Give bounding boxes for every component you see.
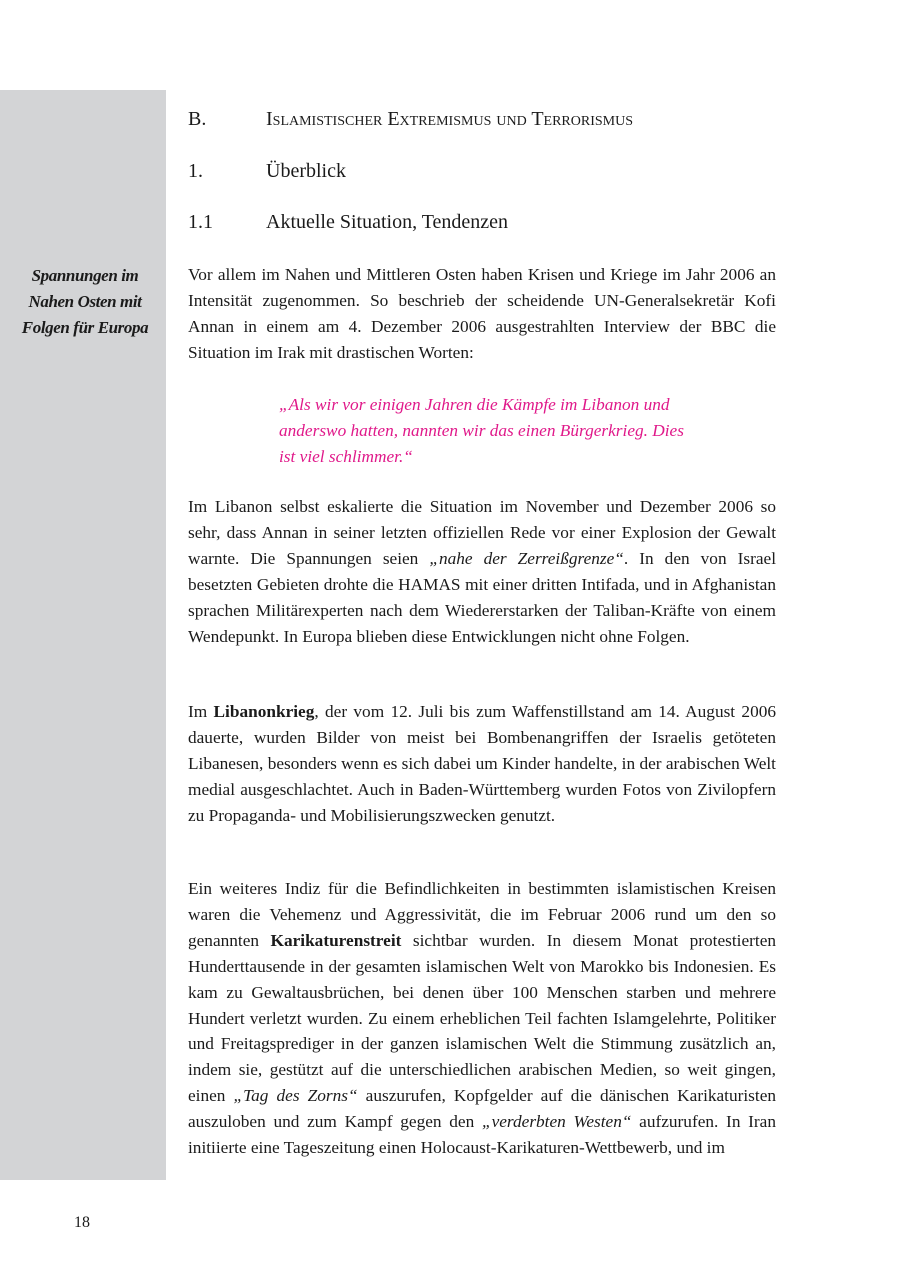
heading-number: 1.1 [188,211,213,233]
text-run: Im [188,702,214,721]
annan-quote: „Als wir vor einigen Jahren die Kämpfe im Libanon und anderswo hatten, nannten wir das einen Bürgerkrieg. Dies ist viel schlimmer.“ [279,395,684,466]
paragraph-cartoon-dispute [188,876,776,1161]
margin-note-line: Nahen Osten mit [28,292,142,311]
margin-note-line: Spannungen im [31,266,139,285]
text-run: . In den von Israel besetzten Gebieten drohte die HAMAS mit einer dritten Intifada, und in Afghanistan sprachen Militärexperten nach dem Wiedererstarken der Taliban-Kräfte von einem Wendepunkt. In Europa blieben diese Entwicklungen nicht ohne Folgen. [188,548,776,646]
heading-title: Islamistischer Extremismus und Terrorismus [266,108,634,130]
keyword-libanonkrieg: Libanonkrieg [213,702,315,721]
margin-note-line: Folgen für Europa [21,318,149,337]
emphasis-quote: „Tag des Zorns“ [233,1086,358,1106]
keyword-karikaturenstreit: Karikaturenstreit [270,930,402,950]
text-run: sichtbar wurden. In diesem Monat protestierten Hunderttausende in der gesamten islamischen Welt von Marokko bis Indonesien. Es kam zu Gewaltausbrüchen, bei denen über 100 Menschen starben und mehrere Hundert verletzt wurden. Zu einem erheblichen Teil fachten Islamgelehrte, Politiker und Freitagsprediger in der ganzen islamischen Welt die Stimmung zusätzlich an, indem sie, gestützt auf die unterschiedlichen arabischen Medien, so weit gingen, einen [188,930,777,1106]
heading-title: Aktuelle Situation, Tendenzen [266,211,509,233]
page-number: 18 [74,1214,90,1231]
heading-number: B. [188,108,207,130]
paragraph-lebanon [188,494,776,649]
emphasis-quote: „nahe der Zerreißgrenze“ [429,548,624,568]
margin-sidebar [0,90,166,1180]
heading-title: Überblick [266,160,346,182]
text-run: aufzurufen. In Iran initiierte eine Tageszeitung einen Holocaust-Karikaturen-Wettbewerb, und im [188,1112,776,1158]
text-run: Im Libanon selbst eskalierte die Situation im November und Dezember 2006 so sehr, dass Annan in seiner letzten offiziellen Rede vor einer Explosion der Gewalt warnte. Die Spannungen seien [188,497,776,568]
paragraph-lebanon-war [188,699,776,829]
margin-note [6,263,164,341]
heading-number: 1. [188,160,203,182]
text-run: , der vom 12. Juli bis zum Waffenstillstand am 14. August 2006 dauerte, wurden Bilder von meist bei Bombenangriffen der Israelis getöteten Libanesen, besonders wenn es sich dabei um Kinder handelte, in der arabischen Welt medial ausgeschlachtet. Auch in Baden-Württemberg wurden Fotos von Zivilopfern zu Propaganda- und Mobilisierungszwecken genutzt. [188,702,776,825]
text-run: auszurufen, Kopfgelder auf die dänischen Karikaturisten auszuloben und zum Kampf gegen den [188,1086,777,1132]
text-run: Ein weiteres Indiz für die Befindlichkeiten in bestimmten islamistischen Kreisen waren die Vehemenz und Aggressivität, die im Februar 2006 rund um den so genannten [188,879,776,950]
paragraph-intro: Vor allem im Nahen und Mittleren Osten haben Krisen und Kriege im Jahr 2006 an Intensität zugenommen. So beschrieb der scheidende UN-Generalsekretär Kofi Annan in einem am 4. Dezember 2006 ausgestrahlten Interview der BBC die Situation im Irak mit drastischen Worten: [188,265,776,362]
emphasis-quote: „verderbten Westen“ [481,1112,632,1132]
